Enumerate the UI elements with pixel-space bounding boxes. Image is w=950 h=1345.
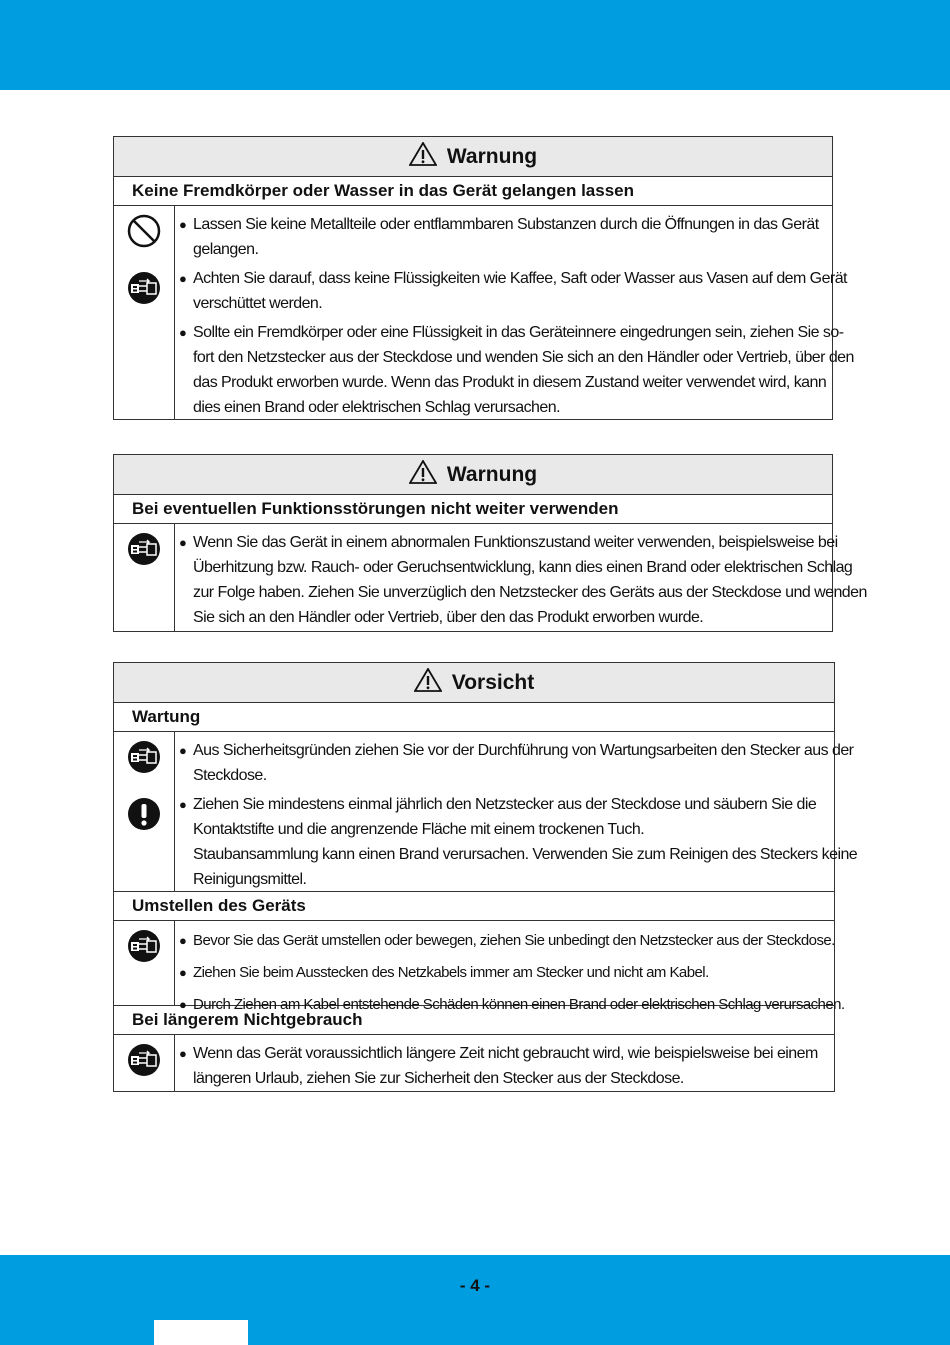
unplug-icon [127,929,161,968]
item-line: Ziehen Sie beim Ausstecken des Netzkabels immer am Stecker und nicht am Kabel. [193,964,709,981]
section-title: Bei eventuellen Funktionsstörungen nicht weiter verwenden [114,495,832,524]
warning-table [113,662,858,1092]
item-line: Überhitzung bzw. Rauch- oder Geruchsentwicklung, kann dies einen Brand oder elektrischen Schlag [193,559,853,576]
item-line: Achten Sie darauf, dass keine Flüssigkeiten wie Kaffee, Saft oder Wasser aus Vasen auf dem Gerät [193,270,847,287]
section-body [114,732,858,892]
item-line: Staubansammlung kann einen Brand verursachen. Verwenden Sie zum Reinigen des Steckers keine [193,846,858,863]
list-item [179,792,857,892]
item-line: verschüttet werden. [193,295,323,312]
warning-triangle-icon [409,460,437,490]
item-line: fort den Netzstecker aus der Steckdose und wenden Sie sich an den Händler oder Vertrieb, über den [193,349,854,366]
prohibition-icon [127,214,161,253]
item-line: Aus Sicherheitsgründen ziehen Sie vor der Durchführung von Wartungsarbeiten den Stecker aus der [193,742,854,759]
list-item [179,927,845,955]
item-line: Sie sich an den Händler oder Vertrieb, über den das Produkt erworben wurde. [193,609,704,626]
item-line: Bevor Sie das Gerät umstellen oder bewegen, ziehen Sie unbedingt den Netzstecker aus der Steckdose. [193,932,835,949]
list-item [179,266,854,316]
list-item [179,320,854,420]
bullet-icon: ● [179,1046,187,1061]
item-line: dies einen Brand oder elektrischen Schlag verursachen. [193,399,560,416]
bullet-icon: ● [179,217,187,232]
section-title: Wartung [114,703,834,732]
bullet-icon: ● [179,325,187,340]
warning-table [113,454,867,632]
list-item [179,212,854,262]
bullet-icon: ● [179,797,187,812]
item-line: Kontaktstifte und die angrenzende Fläche mit einem trockenen Tuch. [193,821,645,838]
bullet-icon: ● [179,743,187,758]
list-item [179,530,867,630]
exclamation-icon [127,797,161,836]
list-item [179,959,845,987]
list-item [179,738,857,788]
table-header [114,137,832,177]
section-body [114,524,867,631]
section-title: Umstellen des Geräts [114,892,834,921]
section-title: Bei längerem Nichtgebrauch [114,1006,834,1035]
bullet-icon: ● [179,965,187,980]
bottom-banner [0,1255,950,1345]
item-line: längeren Urlaub, ziehen Sie zur Sicherheit den Stecker aus der Steckdose. [193,1070,684,1087]
section-body [114,921,845,1013]
item-line: zur Folge haben. Ziehen Sie unverzüglich den Netzstecker des Geräts aus der Steckdose und wenden [193,584,867,601]
unplug-icon [127,532,161,571]
bullet-icon: ● [179,535,187,550]
header-label: Warnung [446,144,538,168]
bullet-icon: ● [179,933,187,948]
page-number: - 4 - [459,1276,491,1295]
item-line: Sollte ein Fremdkörper oder eine Flüssigkeit in das Geräteinnere eingedrungen sein, ziehen Sie so- [193,324,844,341]
table-header [114,455,832,495]
item-line: Wenn Sie das Gerät in einem abnormalen Funktionszustand weiter verwenden, beispielsweise bei [193,534,838,551]
warning-triangle-icon [409,142,437,172]
item-line: Steckdose. [193,767,267,784]
item-line: Lassen Sie keine Metallteile oder entflammbaren Substanzen durch die Öffnungen in das Gerät [193,216,819,233]
warning-triangle-icon [414,668,442,698]
warning-table [113,136,854,420]
item-line: Durch Ziehen am Kabel entstehende Schäden können einen Brand oder elektrischen Schlag verursachen. [193,996,845,1013]
header-label: Vorsicht [451,670,535,694]
section-body [114,206,854,419]
unplug-icon [127,740,161,779]
top-banner [0,0,950,90]
item-line: Ziehen Sie mindestens einmal jährlich den Netzstecker aus der Steckdose und säubern Sie die [193,796,817,813]
section-body [114,1035,834,1091]
footer-box [154,1320,248,1345]
item-line: Reinigungsmittel. [193,871,307,888]
section-title: Keine Fremdkörper oder Wasser in das Gerät gelangen lassen [114,177,832,206]
bullet-icon: ● [179,997,187,1012]
unplug-icon [127,271,161,310]
list-item [179,1041,828,1091]
item-line: das Produkt erworben wurde. Wenn das Produkt in diesem Zustand weiter verwendet wird, kann [193,374,827,391]
unplug-icon [127,1043,161,1082]
header-label: Warnung [446,462,538,486]
item-line: gelangen. [193,241,259,258]
table-header [114,663,834,703]
item-line: Wenn das Gerät voraussichtlich längere Zeit nicht gebraucht wird, wie beispielsweise bei einem [193,1045,818,1062]
bullet-icon: ● [179,271,187,286]
